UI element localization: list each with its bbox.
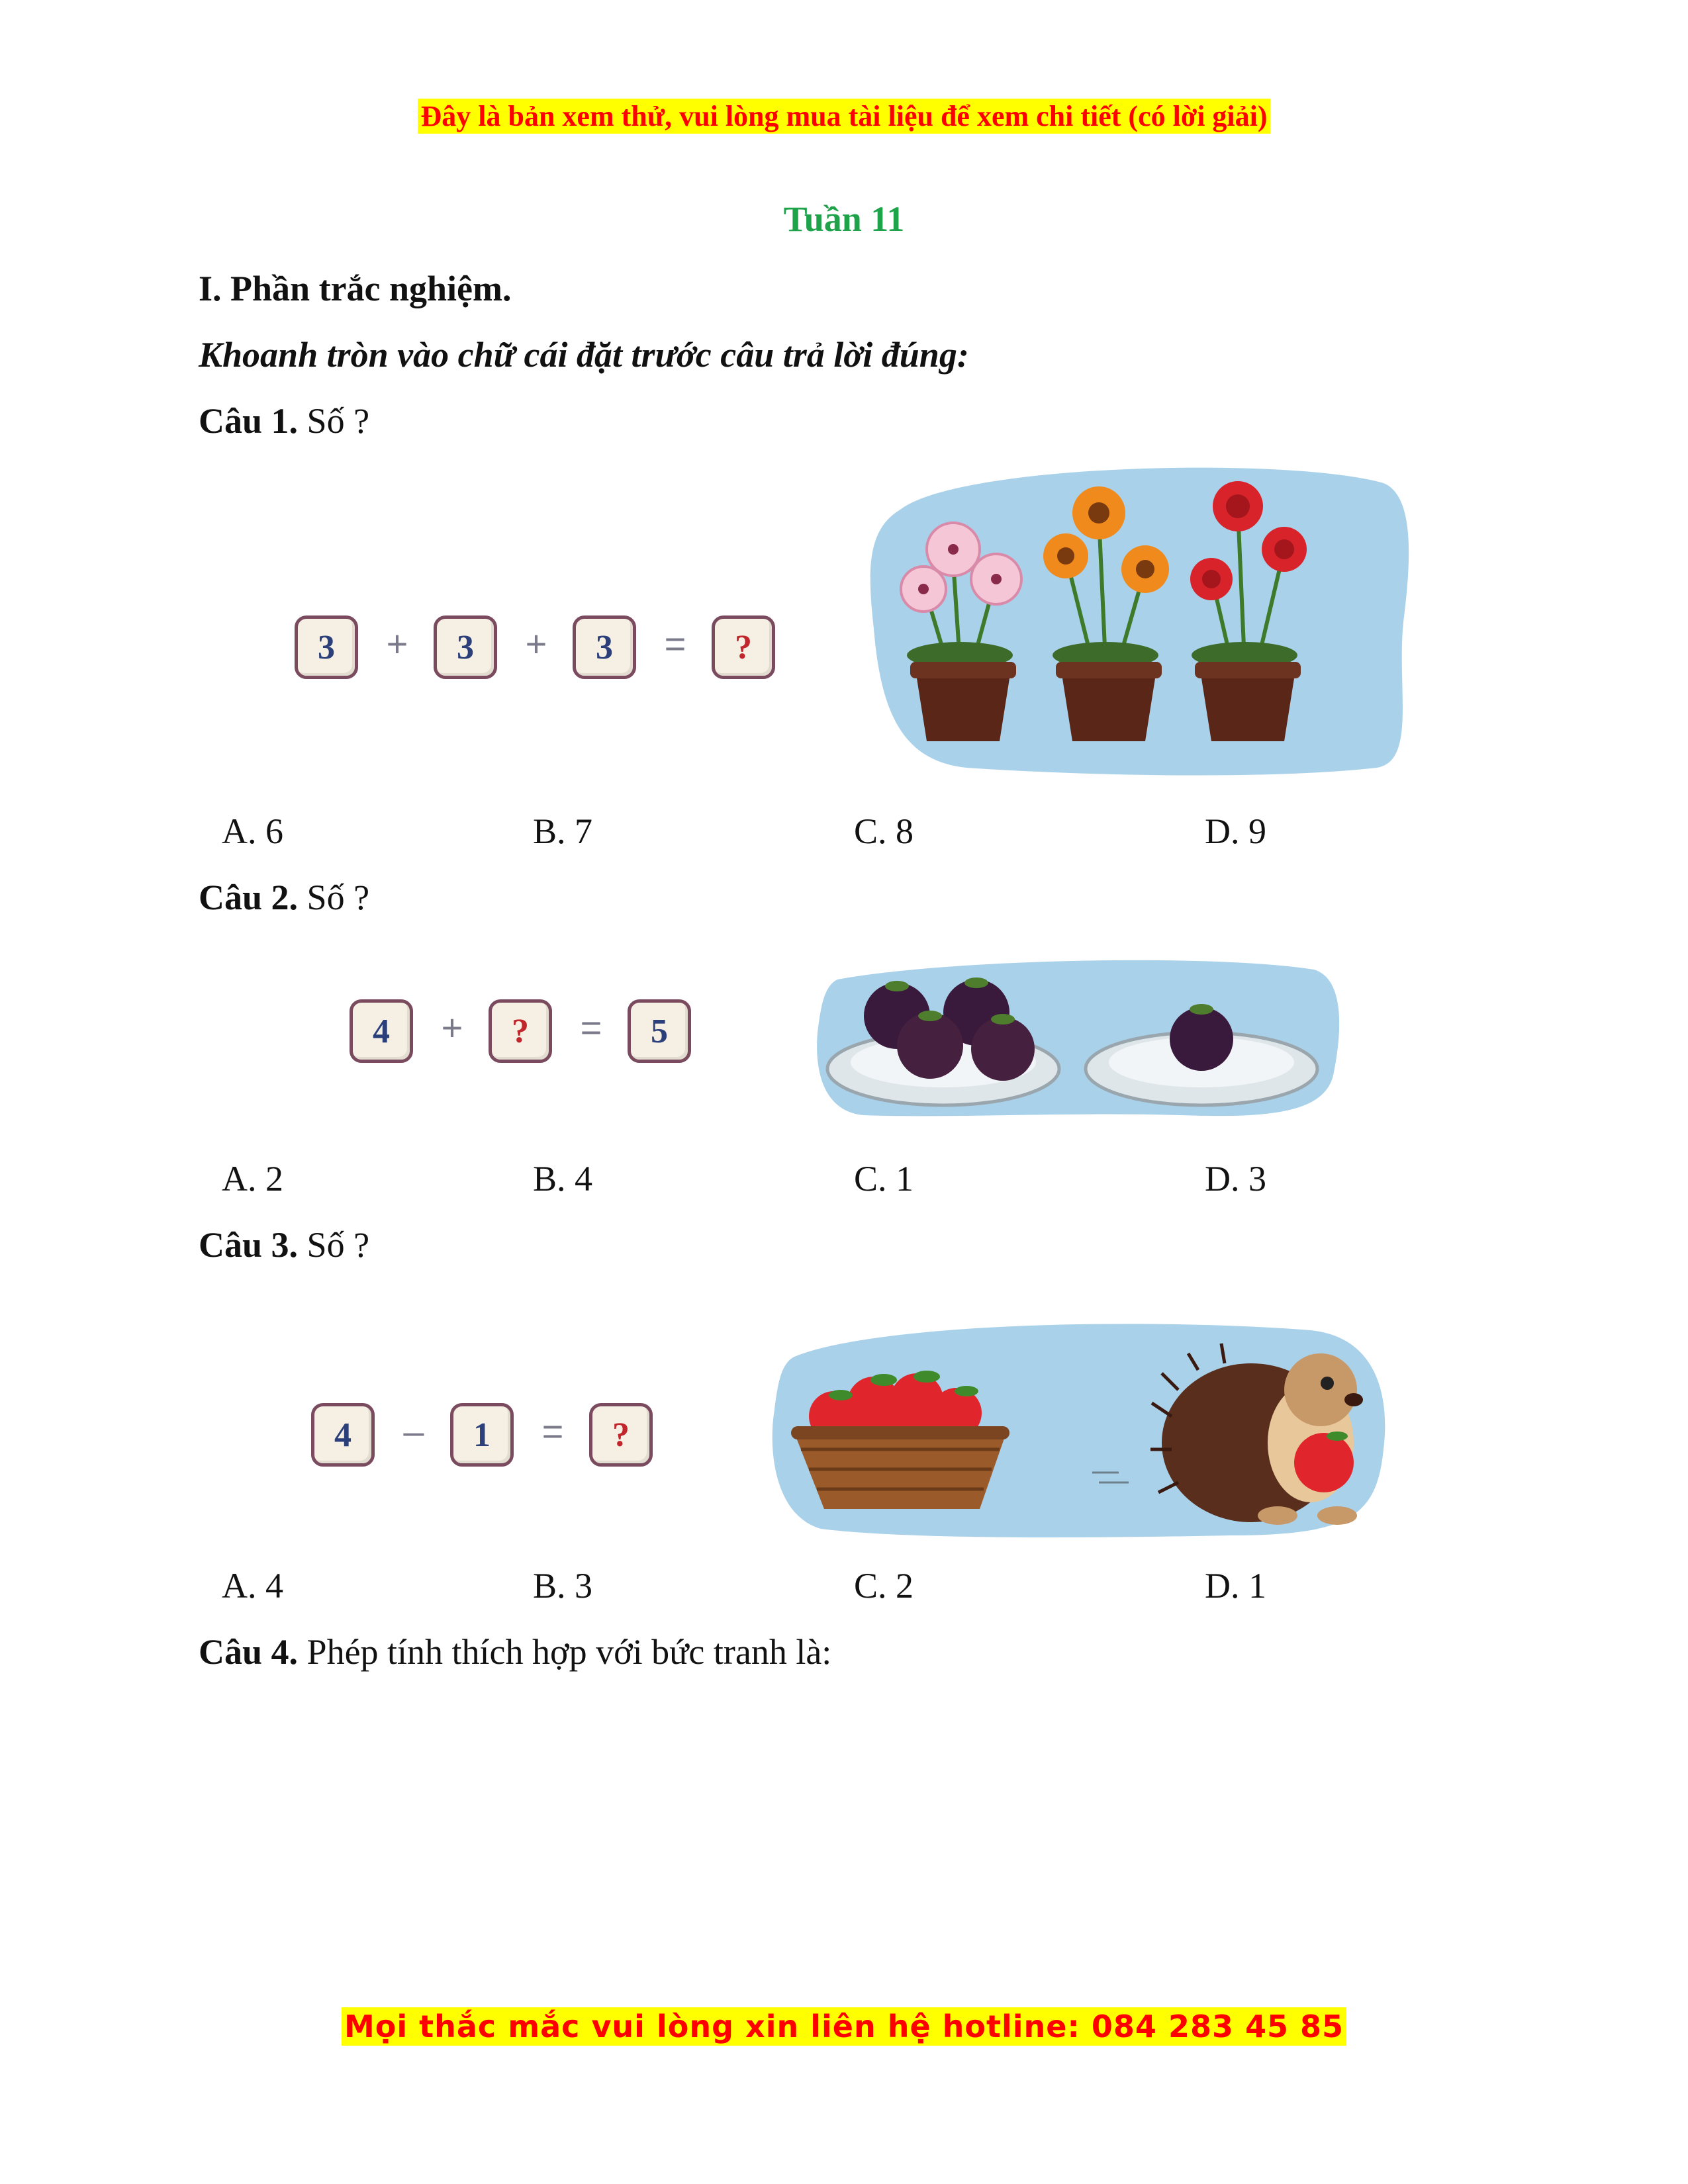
equation-operator: – [403,1410,424,1452]
equation-number: 3 [434,615,497,679]
question-4 [199,1631,831,1672]
equation-number: 4 [311,1403,375,1467]
hotline-footer [0,2009,1688,2044]
equation-operator: + [441,1007,463,1048]
q2-option-c[interactable]: C. 1 [854,1159,914,1199]
question-4-label: Câu 4. [199,1632,299,1672]
instruction: Khoanh tròn vào chữ cái đặt trước câu trả lời đúng: [199,335,969,375]
equation-number: 4 [350,999,413,1063]
q3-option-b[interactable]: B. 3 [533,1566,593,1606]
q1-option-c[interactable]: C. 8 [854,811,914,851]
question-2 [199,877,369,918]
q1-option-b[interactable]: B. 7 [533,811,593,851]
q3-option-d[interactable]: D. 1 [1205,1566,1266,1606]
q2-option-a[interactable]: A. 2 [222,1159,283,1199]
equation-operator: + [386,623,408,664]
question-2-text: Số ? [306,878,370,917]
question-1 [199,400,369,441]
equation-operator: + [525,623,547,664]
question-3-label: Câu 3. [199,1225,299,1265]
question-1-text: Số ? [306,401,370,441]
question-2-label: Câu 2. [199,878,299,917]
q2-option-b[interactable]: B. 4 [533,1159,593,1199]
equation-operator: = [664,623,686,664]
mangosteen-plates-picture [811,953,1347,1125]
flower-pots-picture [861,457,1423,781]
q3-option-a[interactable]: A. 4 [222,1566,283,1606]
question-4-text: Phép tính thích hợp với bức tranh là: [306,1632,832,1672]
preview-banner-text: Đây là bản xem thử, vui lòng mua tài liệu để xem chi tiết (có lời giải) [418,99,1270,134]
section-heading: I. Phần trắc nghiệm. [199,269,512,308]
equation-number: 3 [573,615,636,679]
question-3-text: Số ? [306,1225,370,1265]
apples-hedgehog-picture [768,1317,1397,1542]
q3-option-c[interactable]: C. 2 [854,1566,914,1606]
q1-option-d[interactable]: D. 9 [1205,811,1266,851]
question-1-label: Câu 1. [199,401,299,441]
equation-number: 1 [450,1403,514,1467]
q2-option-d[interactable]: D. 3 [1205,1159,1266,1199]
equation-operator: = [541,1410,564,1452]
equation-operator: = [580,1007,602,1048]
question-3 [199,1224,369,1265]
preview-banner [0,99,1688,133]
q1-option-a[interactable]: A. 6 [222,811,283,851]
page-title: Tuần 11 [783,199,905,239]
equation-unknown: ? [589,1403,653,1467]
equation-number: 3 [295,615,358,679]
equation-unknown: ? [712,615,775,679]
equation-number: 5 [628,999,691,1063]
equation-unknown: ? [489,999,552,1063]
hotline-text: Mọi thắc mắc vui lòng xin liên hệ hotline: 084 283 45 85 [342,2007,1346,2046]
